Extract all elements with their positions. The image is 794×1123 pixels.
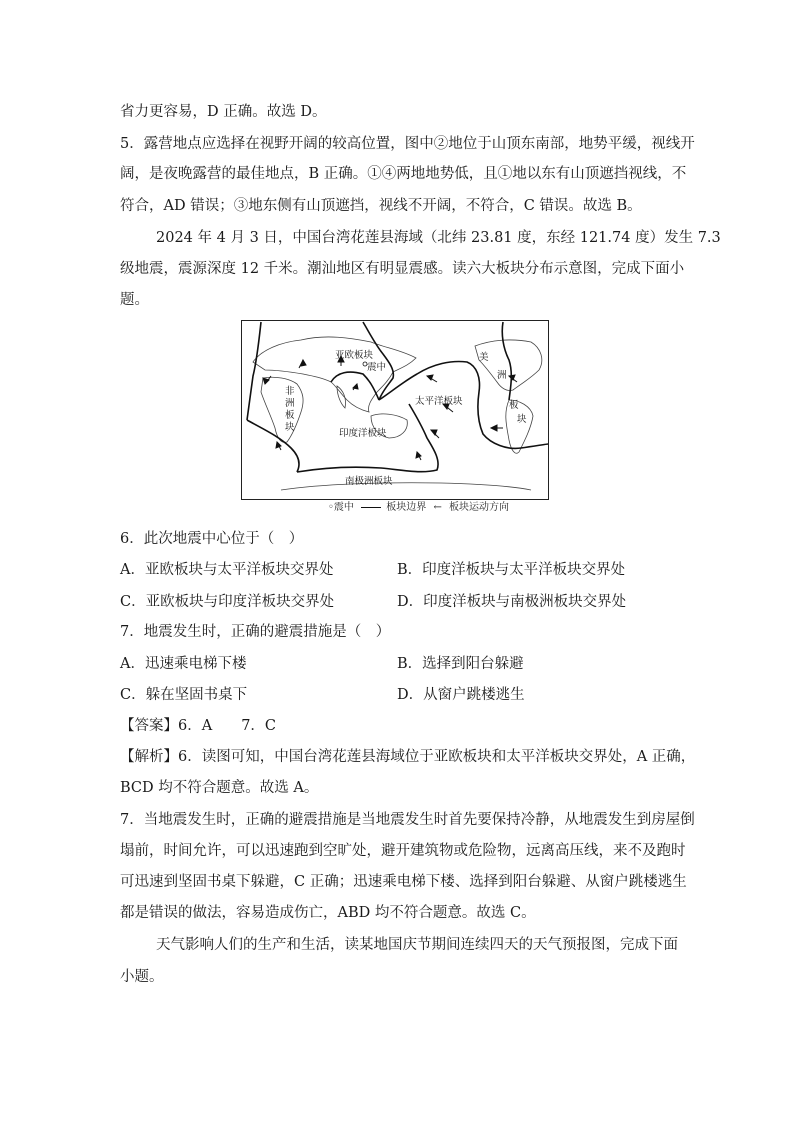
text-line: 级地震，震源深度 12 千米。潮汕地区有明显震感。读六大板块分布示意图，完成下面小 (120, 261, 685, 277)
question-6-option-d: D．印度洋板块与南极洲板块交界处 (397, 594, 627, 610)
label-epicenter: 震中 (367, 362, 387, 373)
legend-boundary: 板块边界 (386, 502, 427, 513)
text-line: 阔，是夜晚露营的最佳地点，B 正确。①④两地地势低，且①地以东有山顶遮挡视线，不 (120, 166, 687, 182)
legend-direction: 板块运动方向 (449, 502, 510, 513)
analysis-line: 可迅速到坚固书桌下躲避，C 正确；迅速乘电梯下楼、选择到阳台躲避、从窗户跳楼逃生 (120, 874, 687, 890)
question-6-stem: 6．此次地震中心位于（ ） (120, 531, 304, 547)
label-antarctic-plate: 南极洲板块 (345, 476, 393, 487)
label-america: 洲 (497, 370, 507, 381)
question-7-option-a: A．迅速乘电梯下楼 (120, 656, 247, 672)
question-6-option-c: C．亚欧板块与印度洋板块交界处 (120, 594, 335, 610)
label-africa: 洲 (285, 398, 295, 409)
analysis-line: 塌前，时间允许，可以迅速跑到空旷处，避开建筑物或危险物，远离高压线，来不及跑时 (120, 843, 686, 859)
analysis-line: 【解析】6．读图可知，中国台湾花莲县海域位于亚欧板块和太平洋板块交界处，A 正确， (120, 749, 696, 765)
question-7-option-d: D．从窗户跳楼逃生 (397, 687, 525, 703)
next-passage-line: 天气影响人们的生产和生活，读某地国庆节期间连续四天的天气预报图，完成下面 (156, 937, 678, 953)
legend-arrow-icon: ← (433, 502, 442, 513)
answer-line: 【答案】6．A 7．C (120, 718, 277, 734)
label-america: 美 (479, 352, 489, 363)
text-line: 省力更容易，D 正确。故选 D。 (120, 104, 327, 120)
question-6-option-b: B．印度洋板块与太平洋板块交界处 (397, 562, 626, 578)
map-legend (328, 502, 513, 514)
text-line: 5．露营地点应选择在视野开阔的较高位置，图中②地位于山顶东南部，地势平缓，视线开 (120, 136, 695, 152)
analysis-line: BCD 均不符合题意。故选 A。 (120, 780, 319, 796)
legend-epicenter: ◦震中 (328, 502, 354, 513)
text-line: 2024 年 4 月 3 日，中国台湾花莲县海域（北纬 23.81 度，东经 121.74 度）发生 7.3 (156, 230, 721, 246)
plate-map-figure (241, 320, 549, 500)
text-line: 题。 (120, 292, 149, 308)
question-7-option-c: C．躲在坚固书桌下 (120, 687, 248, 703)
plate-map (241, 320, 549, 500)
label-america: 板 (509, 400, 519, 411)
label-pacific-plate: 太平洋板块 (415, 396, 463, 407)
label-america: 块 (517, 414, 527, 425)
label-africa: 板 (285, 410, 295, 421)
question-6-option-a: A．亚欧板块与太平洋板块交界处 (120, 562, 334, 578)
question-7-stem: 7．地震发生时，正确的避震措施是（ ） (120, 624, 391, 640)
analysis-line: 7．当地震发生时，正确的避震措施是当地震发生时首先要保持冷静，从地震发生到房屋倒 (120, 812, 695, 828)
next-passage-line: 小题。 (120, 969, 164, 985)
text-line: 符合，AD 错误；③地东侧有山顶遮挡，视线不开阔，不符合，C 错误。故选 B。 (120, 198, 642, 214)
label-eurasian-plate: 亚欧板块 (335, 350, 374, 361)
legend-boundary-line (361, 507, 381, 508)
label-africa: 块 (285, 422, 295, 433)
label-africa: 非 (285, 386, 295, 397)
question-7-option-b: B．选择到阳台躲避 (397, 656, 524, 672)
analysis-line: 都是错误的做法，容易造成伤亡，ABD 均不符合题意。故选 C。 (120, 905, 536, 921)
label-indian-plate: 印度洋板块 (339, 428, 387, 439)
